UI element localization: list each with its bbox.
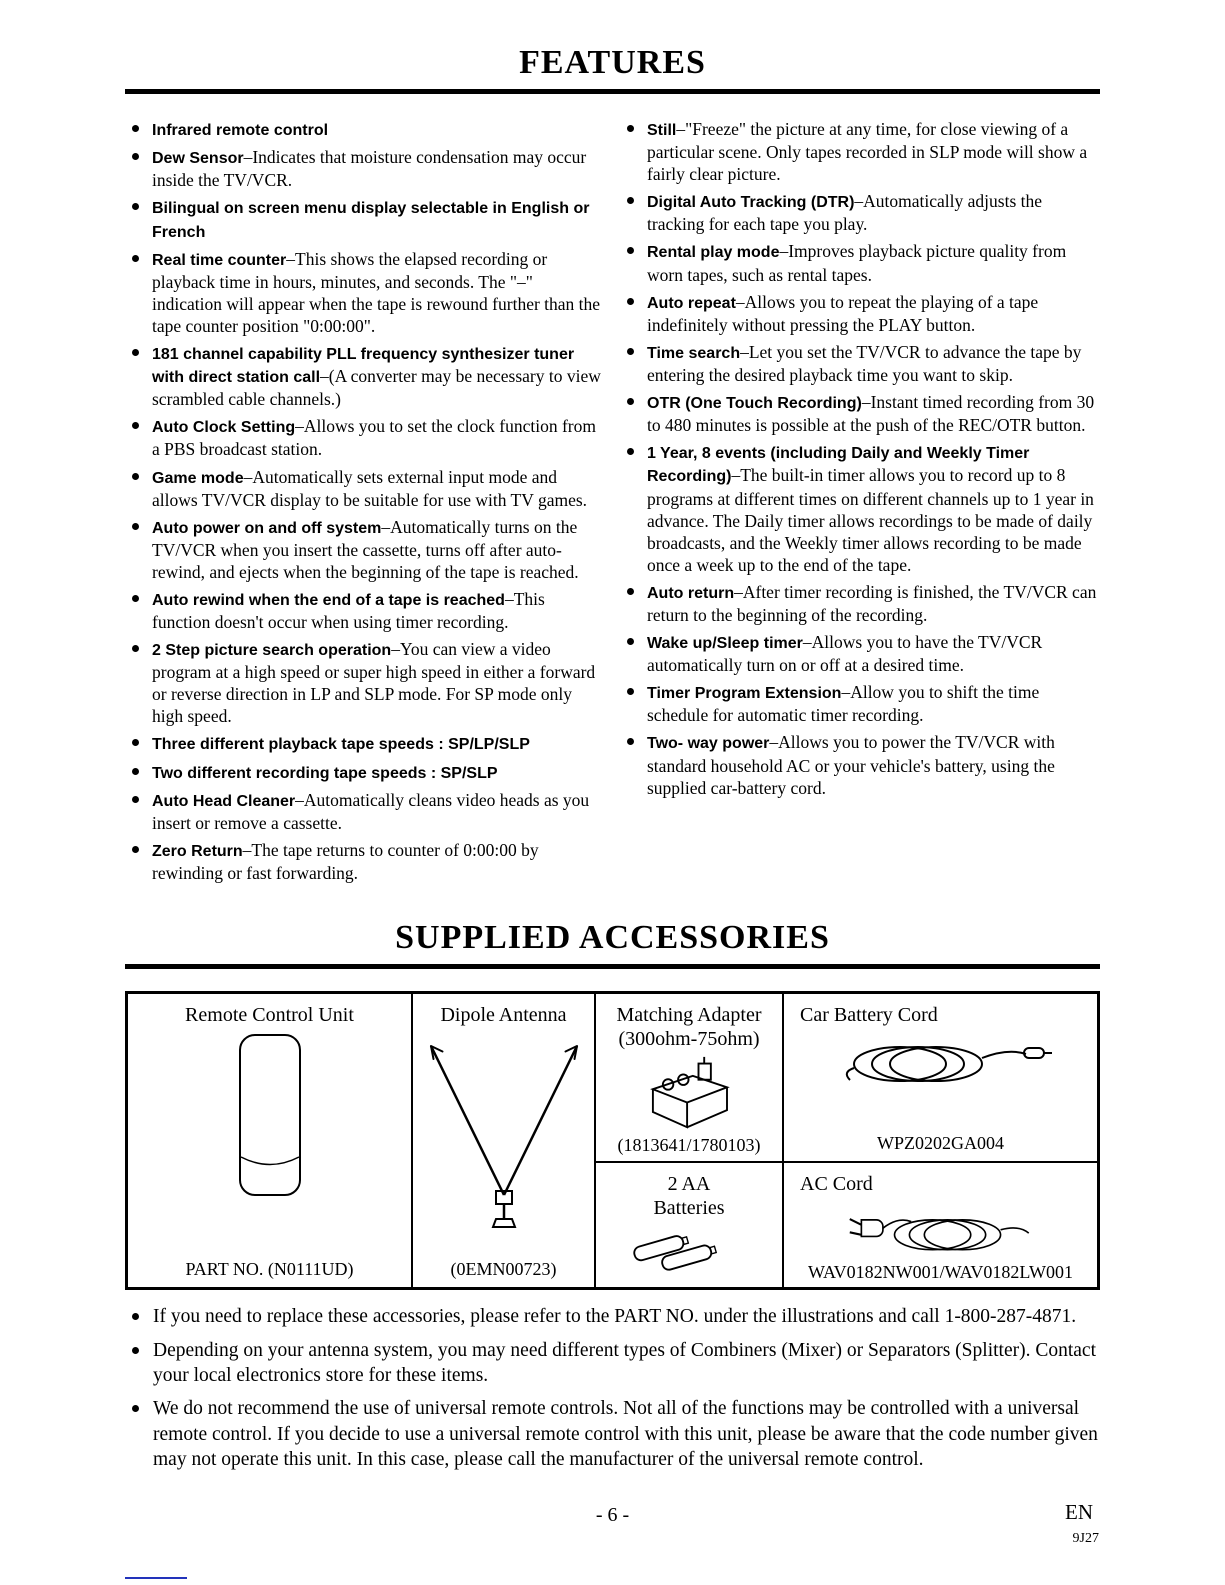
feature-description: –Allow you to shift the time schedule for automatic timer recording.	[647, 682, 1040, 726]
note-text: If you need to replace these accessories, please refer to the PART NO. under the illustrations and call 1-800-287-4871.	[153, 1306, 1077, 1328]
feature-item	[620, 291, 1100, 336]
feature-description: –The built-in timer allows you to record up to 8 programs at different times on different channels up to 1 year in advance. The Daily timer allows recordings to be made of daily broadcasts, and the Weekly timer allows recording to be made once a week up to the end of the tape.	[647, 465, 1094, 575]
feature-name: OTR (One Touch Recording)	[647, 395, 862, 413]
feature-description: –"Freeze" the picture at any time, for close viewing of a particular scene. Only tapes recorded in SLP mode will show a fairly clear picture.	[647, 119, 1088, 185]
feature-item	[125, 588, 605, 633]
feature-description: –This function doesn't occur when using timer recording.	[152, 588, 545, 633]
dipole-antenna-illustration	[418, 1031, 590, 1231]
feature-name: Wake up/Sleep timer	[647, 634, 803, 652]
accessories-table	[125, 991, 1100, 1290]
matching-adapter-illustration	[639, 1055, 739, 1131]
feature-description: –(A converter may be necessary to view scrambled cable channels.)	[152, 366, 601, 410]
accessory-label: 2 AA	[667, 1173, 711, 1196]
feature-description: –The tape returns to counter of 0:00:00 by rewinding or fast forwarding.	[152, 840, 539, 884]
note-text: We do not recommend the use of universal remote controls. Not all of the functions may be controlled with a universal remote control. If you decide to use a universal remote control with this unit, please be aware that the code number given may not operate this unit. In this case, please call the manufacturer of the universal remote control.	[153, 1398, 1098, 1470]
accessory-part-number: WPZ0202GA004	[877, 1133, 1004, 1154]
feature-description: –Automatically turns on the TV/VCR when you insert the cassette, turns off after auto-rewind, and ejects when the beginning of the tape is reached.	[152, 516, 579, 582]
accessory-cell-dipole-antenna	[411, 994, 594, 1287]
feature-name: Real time counter	[152, 251, 287, 269]
feature-item	[125, 839, 605, 884]
feature-item	[620, 190, 1100, 235]
accessory-label: Matching Adapter	[616, 1004, 762, 1027]
feature-name: Two different recording tape speeds : SP/SLP	[152, 764, 498, 782]
feature-item	[620, 391, 1100, 436]
feature-item	[125, 415, 605, 460]
feature-name: Still	[647, 122, 677, 139]
feature-item	[620, 341, 1100, 386]
remote-control-illustration	[231, 1031, 309, 1199]
feature-item	[620, 731, 1100, 798]
car-battery-cord-illustration	[828, 1031, 1053, 1093]
feature-item	[620, 118, 1100, 185]
feature-name: Rental play mode	[647, 244, 780, 262]
note-text: Depending on your antenna system, you may need different types of Combiners (Mixer) or Separators (Splitter). Contact your local electronics store for these items.	[153, 1339, 1096, 1386]
feature-item	[125, 732, 605, 755]
feature-name: Game mode	[152, 469, 244, 487]
feature-name: Infrared remote control	[152, 122, 329, 139]
feature-name: Zero Return	[152, 843, 243, 860]
note-item	[125, 1396, 1100, 1472]
features-divider	[125, 89, 1100, 94]
feature-item	[125, 466, 605, 511]
feature-name: Two- way power	[647, 735, 770, 753]
feature-description: –Allows you to power the TV/VCR with standard household AC or your vehicle's battery, using the supplied car-battery cord.	[647, 732, 1055, 798]
feature-name: Auto repeat	[647, 294, 736, 312]
feature-item	[620, 240, 1100, 285]
feature-name: Time search	[647, 344, 741, 362]
feature-description: –Let you set the TV/VCR to advance the tape by entering the desired playback time you want to skip.	[647, 341, 1082, 386]
accessory-label: AC Cord	[800, 1173, 873, 1196]
feature-item	[620, 681, 1100, 726]
features-title: FEATURES	[519, 44, 706, 81]
feature-name: Timer Program Extension	[647, 685, 842, 703]
note-item	[125, 1304, 1100, 1329]
feature-item	[125, 516, 605, 583]
feature-description: –You can view a video program at a high speed or super high speed in either a forward or reverse direction in LP and SLP mode. For SP mode only high speed.	[152, 639, 596, 727]
feature-name: 1 Year, 8 events (including Daily and Weekly Timer Recording)	[647, 445, 1030, 486]
feature-description: –Instant timed recording from 30 to 480 minutes is possible at the push of the REC/OTR button.	[647, 392, 1095, 436]
accessory-cell-aa-batteries	[594, 1161, 782, 1287]
footer-language-code: EN	[1065, 1500, 1093, 1524]
accessory-part-number: (0EMN00723)	[450, 1259, 557, 1280]
ac-cord-illustration	[823, 1200, 1058, 1258]
page-content	[125, 0, 1100, 1472]
feature-name: Auto power on and off system	[152, 519, 382, 537]
feature-name: Digital Auto Tracking (DTR)	[647, 194, 855, 212]
feature-name: Bilingual on screen menu display selectable in English or French	[152, 200, 590, 241]
feature-description: –Automatically adjusts the tracking for each tape you play.	[647, 191, 1043, 235]
accessory-cell-ac-cord	[782, 1161, 1097, 1287]
feature-name: Dew Sensor	[152, 150, 244, 168]
feature-item	[125, 196, 605, 242]
note-item	[125, 1338, 1100, 1389]
accessory-sublabel: (300ohm-75ohm)	[618, 1028, 760, 1051]
feature-description: –Indicates that moisture condensation may occur inside the TV/VCR.	[152, 147, 587, 191]
footer-doc-code: 9J27	[1072, 1531, 1099, 1546]
feature-name: Auto return	[647, 584, 735, 602]
feature-description: –Allows you to have the TV/VCR automatically turn on or off at a desired time.	[647, 631, 1043, 676]
accessory-label: Remote Control Unit	[185, 1004, 354, 1027]
feature-item	[125, 761, 605, 784]
feature-item	[620, 581, 1100, 626]
aa-batteries-illustration	[624, 1224, 736, 1278]
feature-item	[125, 342, 605, 410]
accessory-cell-remote-control	[128, 994, 411, 1287]
accessory-label: Dipole Antenna	[440, 1004, 567, 1027]
feature-name: Three different playback tape speeds : SP/LP/SLP	[152, 736, 530, 754]
accessory-part-number: (1813641/1780103)	[617, 1135, 761, 1156]
feature-name: Auto Head Cleaner	[152, 792, 296, 810]
feature-item	[125, 118, 605, 141]
feature-item	[620, 441, 1100, 576]
feature-description: –Automatically sets external input mode and allows TV/VCR display to be suitable for use with TV games.	[152, 466, 588, 510]
features-left-column	[125, 118, 605, 889]
feature-item	[125, 248, 605, 337]
feature-name: 2 Step picture search operation	[152, 642, 392, 660]
accessory-cell-car-battery-cord	[782, 994, 1097, 1161]
accessory-cell-matching-adapter	[594, 994, 782, 1161]
feature-item	[125, 146, 605, 191]
feature-description: –Automatically cleans video heads as you insert or remove a cassette.	[152, 789, 590, 833]
page-number: - 6 -	[595, 1504, 630, 1526]
feature-description: –Allows you to repeat the playing of a tape indefinitely without pressing the PLAY button.	[647, 291, 1039, 335]
feature-item	[125, 789, 605, 834]
feature-name: 181 channel capability PLL frequency synthesizer tuner with direct station call	[152, 345, 575, 387]
features-section	[125, 118, 1100, 889]
feature-description: –Improves playback picture quality from worn tapes, such as rental tapes.	[647, 241, 1067, 285]
feature-name: Auto Clock Setting	[152, 419, 296, 437]
scan-artifact-line	[125, 1577, 187, 1579]
notes-list	[125, 1304, 1100, 1472]
accessory-sublabel: Batteries	[653, 1197, 725, 1220]
feature-item	[125, 638, 605, 727]
accessory-label: Car Battery Cord	[800, 1004, 938, 1027]
feature-description: –This shows the elapsed recording or playback time in hours, minutes, and seconds. The "–" indication will appear when the tape is rewound further than the tape counter position "0:00:00".	[152, 248, 601, 336]
feature-item	[620, 631, 1100, 676]
accessory-part-number: PART NO. (N0111UD)	[185, 1259, 354, 1280]
feature-name: Auto rewind when the end of a tape is reached	[152, 591, 505, 609]
accessory-part-number: WAV0182NW001/WAV0182LW001	[808, 1262, 1073, 1283]
accessories-divider	[125, 964, 1100, 969]
accessories-title: SUPPLIED ACCESSORIES	[395, 919, 830, 957]
feature-description: –After timer recording is finished, the TV/VCR can return to the beginning of the recording.	[647, 581, 1097, 625]
feature-description: –Allows you to set the clock function from a PBS broadcast station.	[152, 416, 596, 460]
features-right-column	[620, 118, 1100, 889]
